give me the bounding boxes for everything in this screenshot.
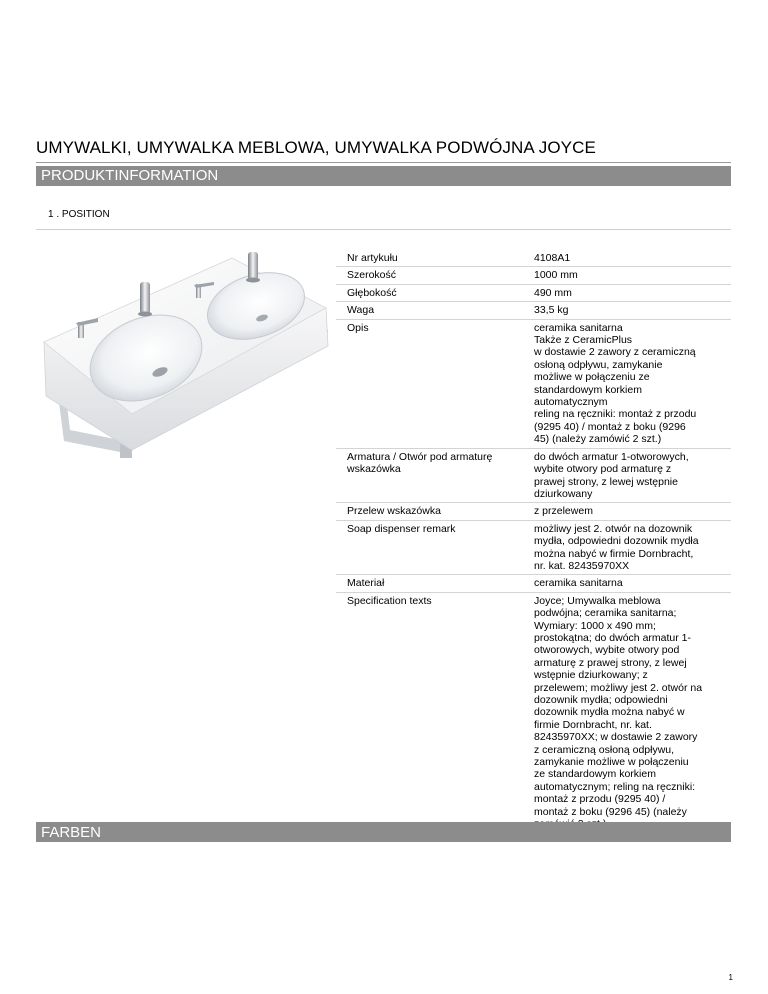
spec-row (336, 285, 731, 302)
spec-row (336, 267, 731, 284)
section-header-farben: FARBEN (36, 822, 731, 842)
spec-value: 490 mm (534, 286, 572, 299)
spec-value: Joyce; Umywalka meblowa podwójna; ceramika sanitarna; Wymiary: 1000 x 490 mm; prostokątna; do dwóch armatur 1- otworowych, wybite otwory pod armaturę z prawej strony, z lewej wstępnie dziurkowany; z przelewem; możliwy jest 2. otwór na dozownik mydła; odpowiedni dozownik mydła można nabyć w firmie Dornbracht, nr. kat. 82435970XX; w dostawie 2 zawory z ceramiczną osłoną odpływu, zamykanie możliwe w połączeniu ze standardowym korkiem automatycznym; reling na ręczniki: montaż z przodu (9295 40) / montaż z boku (9296 45) (należy (534, 594, 703, 818)
spec-row (336, 521, 731, 576)
spec-value: do dwóch armatur 1-otworowych, wybite otwory pod armaturę z prawej strony, z lewej wstępnie dziurkowany (534, 450, 689, 500)
spec-row (336, 302, 731, 319)
spec-label: Waga (347, 304, 375, 317)
spec-row (336, 575, 731, 592)
spec-row (336, 320, 731, 449)
spec-value: 4108A1 (534, 252, 571, 264)
spec-value: możliwy jest 2. otwór na dozownik mydła, odpowiedni dozownik mydła można nabyć w firmie Dornbracht, nr. kat. 82435970XX (534, 522, 699, 572)
spec-label: Specification texts (347, 594, 432, 607)
title-divider (36, 162, 731, 163)
section-header-produktinformation: PRODUKTINFORMATION (36, 166, 731, 186)
spec-row (336, 449, 731, 504)
spec-value: z przelewem (534, 505, 593, 518)
spec-label: Głębokość (347, 286, 397, 299)
spec-label: Opis (347, 321, 369, 334)
spec-value: 1000 mm (534, 269, 578, 282)
spec-label: Soap dispenser remark (347, 522, 456, 535)
page-title: UMYWALKI, UMYWALKA MEBLOWA, UMYWALKA PODWÓJNA JOYCE (36, 138, 596, 157)
spec-row (336, 503, 731, 520)
spec-label: Przelew wskazówka (347, 505, 441, 518)
position-label: 1 . POSITION (48, 209, 110, 220)
spec-label: Materiał (347, 577, 385, 590)
spec-value: ceramika sanitarna (534, 577, 623, 590)
spec-table (336, 250, 731, 832)
spec-value: ceramika sanitarna Także z CeramicPlus w dostawie 2 zawory z ceramiczną osłoną odpływu, zamykanie możliwe w połączeniu ze standardowym korkiem automatycznym reling na ręczniki: montaż z przodu (9295 40) / montaż z boku (9296 45) (należy zamówić 2 szt.) (534, 321, 697, 446)
product-image-double-washbasin (36, 246, 336, 466)
spec-row (336, 593, 731, 833)
page-number: 1 (728, 973, 733, 982)
position-divider (36, 229, 731, 230)
spec-value: 33,5 kg (534, 304, 569, 317)
spec-label: Nr artykułu (347, 252, 398, 264)
spec-label: Szerokość (347, 269, 397, 282)
spec-row (336, 250, 731, 267)
spec-label: Armatura / Otwór pod armaturę wskazówka (347, 450, 493, 476)
